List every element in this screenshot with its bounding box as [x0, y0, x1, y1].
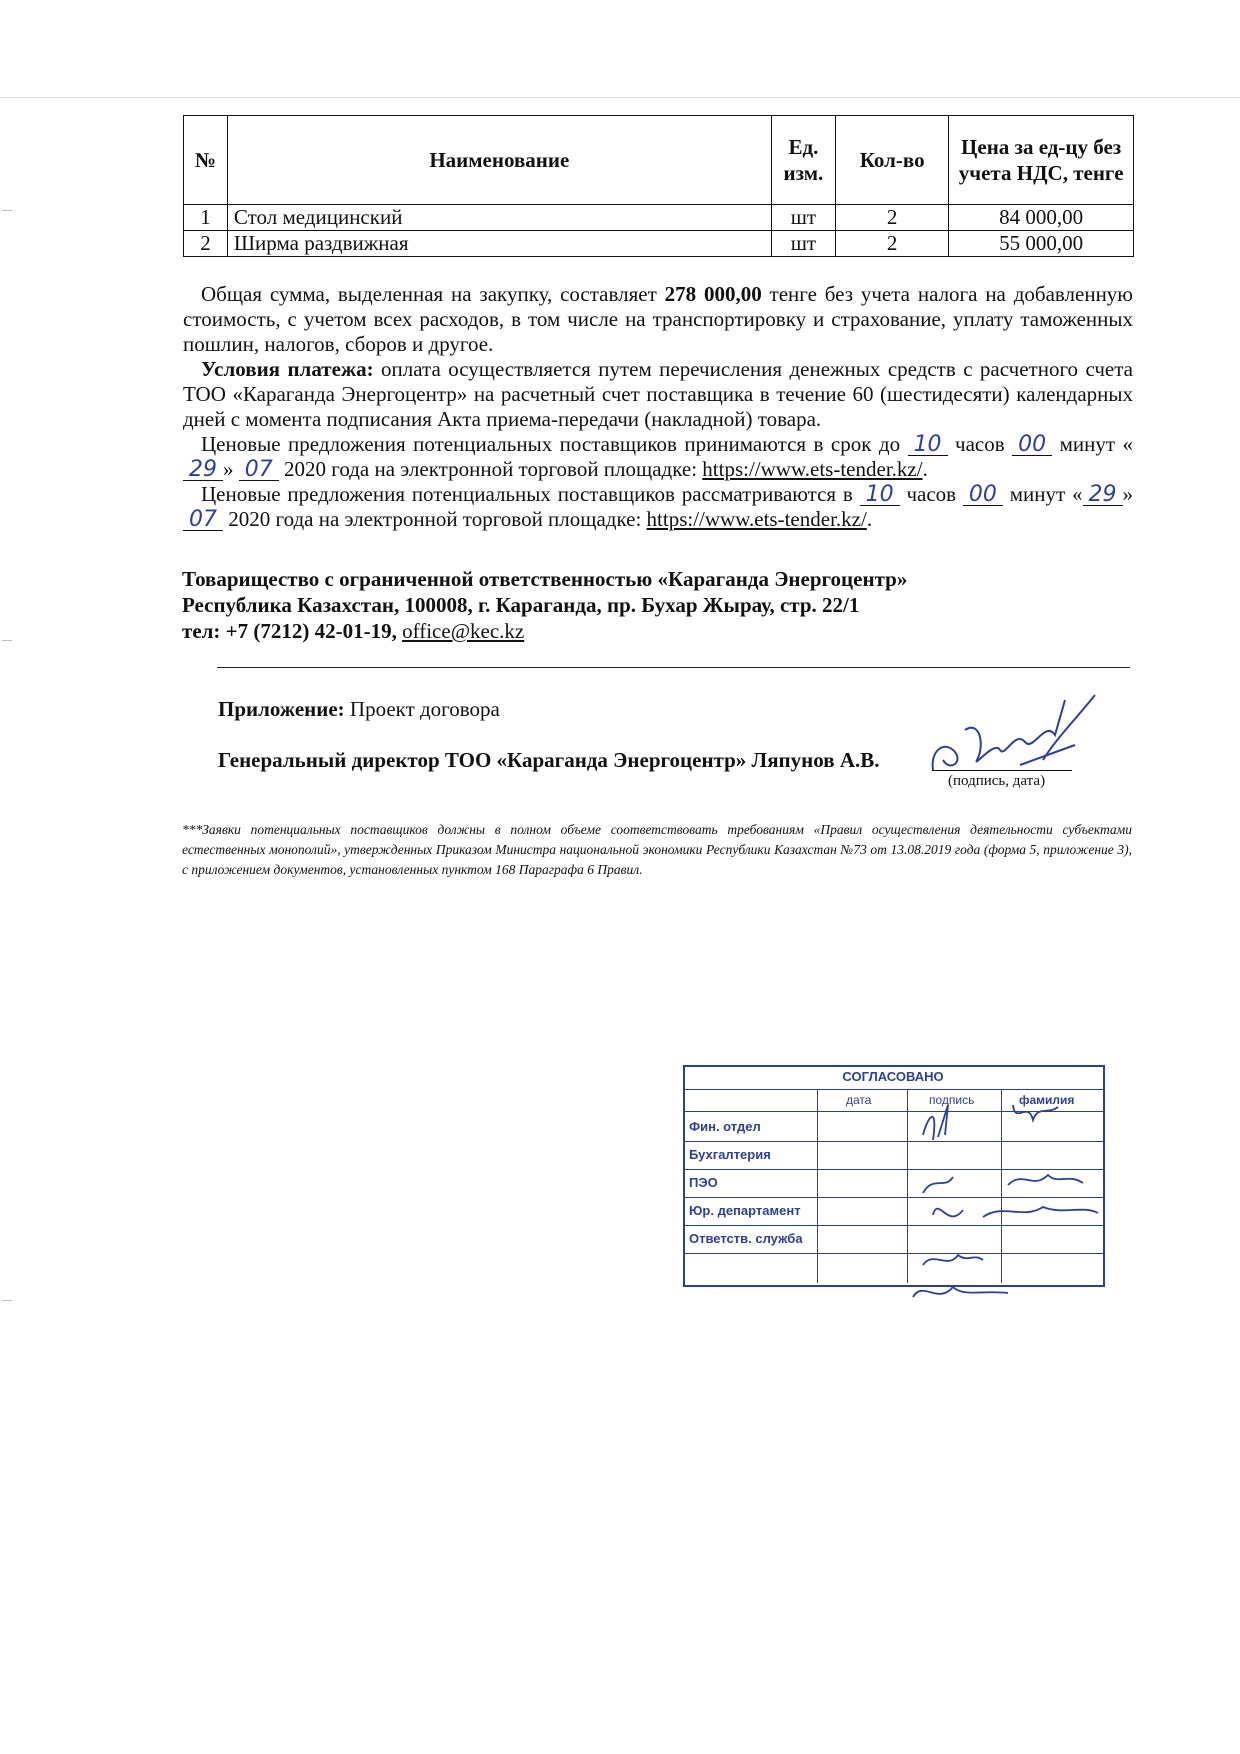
accept-pre: Ценовые предложения потенциальных поставщиков принимаются в срок до: [201, 432, 908, 456]
company-contacts: [182, 618, 907, 644]
word-minutes: минут: [1002, 482, 1066, 506]
quote-close: »: [1122, 482, 1133, 506]
handwritten-hours: 10: [908, 435, 948, 456]
handwritten-day: 29: [183, 460, 223, 481]
quote-close: »: [223, 457, 234, 481]
handwritten-month: 07: [183, 510, 223, 531]
ets-tender-link[interactable]: https://www.ets-tender.kz/: [646, 507, 867, 531]
word-hours: часов: [947, 432, 1013, 456]
table-row: [184, 231, 1134, 257]
review-pre: Ценовые предложения потенциальных поставщиков рассматриваются в: [201, 482, 860, 506]
stamp-col-sign: подпись: [929, 1093, 975, 1107]
stamp-col-name: фамилия: [1019, 1093, 1075, 1107]
header-qty: Кол-во: [836, 116, 949, 205]
attachment-line: [218, 697, 500, 722]
header-num: №: [184, 116, 228, 205]
cell-price: 84 000,00: [949, 205, 1134, 231]
signature-caption: (подпись, дата): [948, 773, 1046, 789]
dot: .: [866, 507, 873, 531]
handwritten-day: 29: [1083, 485, 1123, 506]
footnote: ***Заявки потенциальных поставщиков должны в полном объеме соответствовать требованиям «Правил осуществления деятельности субъектами естественных монополий», утвержденных Приказом Министра национальной экономики Республики Казахстан №73 от 13.08.2019 года (форма 5, приложение 3), с приложением документов, установленных пунктом 168 Параграфа 6 Правил.: [182, 822, 1132, 877]
quote-open: «: [1072, 482, 1083, 506]
director-signature-icon: [925, 690, 1105, 780]
scan-edge-mark: [2, 210, 12, 211]
handwritten-minutes: 00: [963, 485, 1003, 506]
company-block: [182, 566, 907, 644]
review-paragraph: [183, 482, 1133, 532]
quote-open: «: [1122, 432, 1133, 456]
cell-name: Ширма раздвижная: [227, 231, 771, 257]
handwritten-minutes: 00: [1012, 435, 1052, 456]
payment-paragraph: [183, 357, 1133, 432]
stamp-col-date: дата: [846, 1093, 872, 1107]
director-line: Генеральный директор ТОО «Караганда Энергоцентр» Ляпунов А.В.: [218, 748, 880, 772]
attachment-text: Проект договора: [344, 697, 500, 721]
year-text: 2020 года на электронной торговой площадке:: [223, 507, 647, 531]
stamp-title: СОГЛАСОВАНО: [842, 1069, 944, 1084]
stamp-row-peo: ПЭО: [689, 1175, 718, 1190]
cell-qty: 2: [836, 231, 949, 257]
cell-price: 55 000,00: [949, 231, 1134, 257]
cell-name: Стол медицинский: [227, 205, 771, 231]
page-top-rule: [0, 97, 1240, 98]
handwritten-hours: 10: [860, 485, 900, 506]
stamp-row-responsible: Ответств. служба: [689, 1231, 803, 1246]
header-name: Наименование: [227, 116, 771, 205]
scan-edge-mark: [2, 640, 12, 641]
table-header-row: [184, 116, 1134, 205]
cell-unit: шт: [771, 231, 835, 257]
payment-label: Условия платежа:: [201, 357, 374, 381]
company-name: Товарищество с ограниченной ответственностью «Караганда Энергоцентр»: [182, 567, 908, 591]
scan-edge-mark: [2, 1300, 12, 1301]
company-email-link[interactable]: office@kec.kz: [402, 619, 525, 643]
word-minutes: минут: [1052, 432, 1116, 456]
header-unit: Ед. изм.: [771, 116, 835, 205]
company-address: Республика Казахстан, 100008, г. Караганда, пр. Бухар Жырау, стр. 22/1: [182, 593, 860, 617]
dot: .: [922, 457, 928, 481]
stamp-row-fin: Фин. отдел: [689, 1119, 761, 1134]
goods-table: [183, 115, 1134, 257]
divider: [217, 667, 1130, 668]
total-amount: 278 000,00: [664, 282, 762, 306]
stamp-row-legal: Юр. департамент: [689, 1203, 801, 1218]
stamp-row-accounting: Бухгалтерия: [689, 1147, 771, 1162]
header-price: Цена за ед-цу без учета НДС, тенге: [949, 116, 1134, 205]
attachment-label: Приложение:: [218, 697, 345, 721]
body-text: [183, 282, 1133, 532]
table-row: [184, 205, 1134, 231]
cell-num: 2: [184, 231, 228, 257]
cell-qty: 2: [836, 205, 949, 231]
payment-text: оплата осуществляется путем перечисления денежных средств с расчетного счета ТОО «Караганда Энергоцентр» на расчетный счет поставщика в течение 60 (шестидесяти) календарных дней с момента подписания Акта приема-передачи (накладной) товара.: [183, 357, 1133, 431]
ets-tender-link[interactable]: https://www.ets-tender.kz/: [702, 457, 923, 481]
year-text: 2020 года на электронной торговой площадке:: [278, 457, 703, 481]
handwritten-month: 07: [239, 460, 279, 481]
approval-stamp: [683, 1065, 1103, 1285]
cell-num: 1: [184, 205, 228, 231]
stamp-signatures-icon: [683, 1065, 1103, 1315]
total-post: тенге без учета налога на добавленную стоимость, с учетом всех расходов, в том числе на транспортировку и страхование, уплату таможенных пошлин, налогов, сборов и другое.: [183, 282, 1133, 356]
word-hours: часов: [899, 482, 963, 506]
total-paragraph: [183, 282, 1133, 357]
cell-unit: шт: [771, 205, 835, 231]
accept-paragraph: [183, 432, 1133, 482]
company-phone: тел: +7 (7212) 42-01-19,: [182, 619, 403, 643]
total-pre: Общая сумма, выделенная на закупку, составляет: [201, 282, 665, 306]
